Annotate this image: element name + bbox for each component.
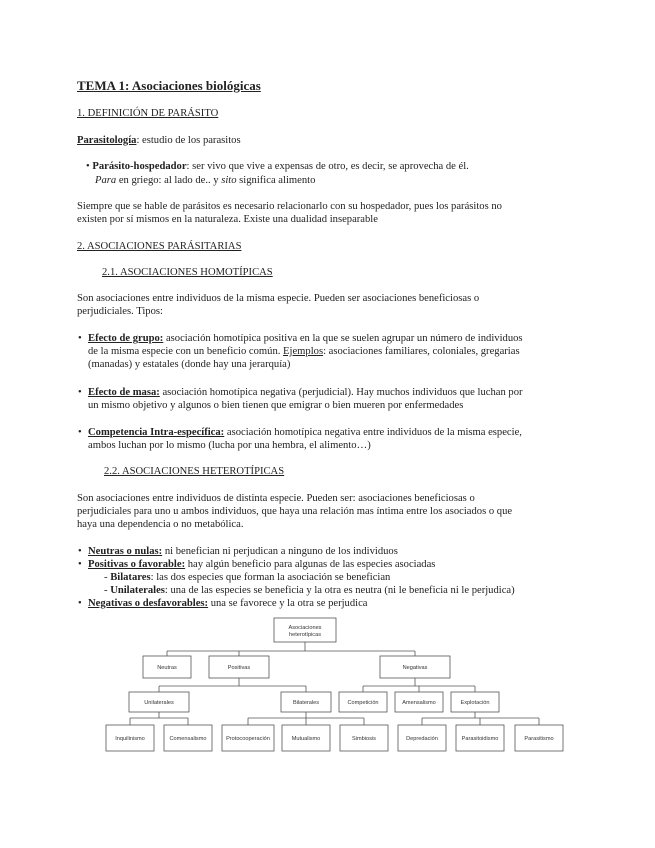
subsection-heading-heterotipicas: 2.2. ASOCIACIONES HETEROTÍPICAS xyxy=(104,466,285,477)
etymology-middle: en griego: al lado de.. y xyxy=(116,175,222,186)
node-parasitismo: Parasitismo xyxy=(524,736,554,742)
neutras-term: Neutras o nulas: xyxy=(88,546,163,557)
paragraph-line: Son asociaciones entre individuos de la misma especie. Pueden ser asociaciones beneficiosas o xyxy=(77,293,480,304)
competencia-term: Competencia Intra-específica: xyxy=(88,427,225,438)
dash-marker: - xyxy=(104,585,111,596)
paragraph-line: perjudiciales. Tipos: xyxy=(77,306,163,317)
efecto-masa-text: asociación homotípica negativa (perjudicial). Hay muchos individuos que luchan por xyxy=(159,387,523,398)
paragraph-line: perjudiciales para uno u ambos individuos, que haya una relación mas íntima entre los asociados o que xyxy=(77,506,513,517)
node-positivas: Positivas xyxy=(227,665,251,671)
node-neutras: Neutras xyxy=(157,665,177,671)
bilaterales-text: : las dos especies que forman la asociación se benefician xyxy=(150,572,391,583)
section-heading-1: 1. DEFINICIÓN DE PARÁSITO xyxy=(77,108,219,119)
bullet-marker: • xyxy=(78,333,82,344)
efecto-grupo-term: Efecto de grupo: xyxy=(88,333,164,344)
bullet-marker: • xyxy=(78,546,82,557)
unilaterales-term: Unilaterales xyxy=(110,585,165,596)
node-competicion: Competición xyxy=(347,700,379,706)
negativas-term: Negativas o desfavorables: xyxy=(88,598,209,609)
bullet-marker: • xyxy=(86,161,90,172)
sito-word: sito xyxy=(221,175,237,186)
parasitologia-definition: : estudio de los parasitos xyxy=(136,135,241,146)
node-simbiosis: Simbiosis xyxy=(352,736,376,742)
bullet-marker: • xyxy=(78,427,82,438)
para-word: Para xyxy=(95,175,117,186)
node-unilaterales: Unilaterales xyxy=(144,700,174,706)
efecto-grupo-text: : asociaciones familiares, coloniales, gregarias xyxy=(323,346,520,357)
paragraph-line: existen por sí mismos en la naturaleza. Existe una dualidad inseparable xyxy=(77,214,378,225)
node-mutualismo: Mutualismo xyxy=(291,736,321,742)
bullet-marker: • xyxy=(78,387,82,398)
unilaterales-text: : una de las especies se beneficia y la otra es neutra (ni le beneficia ni le perjudica) xyxy=(164,585,515,596)
efecto-grupo-text: de la misma especie con un beneficio común. xyxy=(88,346,284,357)
paragraph-line: Siempre que se hable de parásitos es necesario relacionarlo con su hospedador, pues los parásitos no xyxy=(77,201,502,212)
efecto-masa-line2: un mismo objetivo y algunos o bien tienen que emigrar o bien mueren por enfermedades xyxy=(88,400,464,411)
bullet-marker: • xyxy=(78,598,82,609)
efecto-grupo-line3: (manadas) y estatales (donde hay una jerarquía) xyxy=(88,359,291,370)
bilaterales-term: Bilatares xyxy=(110,572,151,583)
competencia-line2: ambos luchan por lo mismo (lucha por una hembra, el alimento…) xyxy=(88,440,371,451)
positivas-term: Positivas o favorable: xyxy=(88,559,186,570)
node-bilaterales: Bilaterales xyxy=(292,700,320,706)
node-negativas: Negativas xyxy=(402,665,428,671)
negativas-text: una se favorece y la otra se perjudica xyxy=(208,598,368,609)
etymology-end: significa alimento xyxy=(236,175,316,186)
paragraph-line: Son asociaciones entre individuos de distinta especie. Pueden ser: asociaciones beneficiosas o xyxy=(77,493,475,504)
efecto-grupo-text: asociación homotípica positiva en la que se suelen agrupar un número de individuos xyxy=(163,333,523,344)
node-amensalismo: Amensalismo xyxy=(402,700,436,706)
page-title: TEMA 1: Asociaciones biológicas xyxy=(77,78,261,93)
section-heading-2: 2. ASOCIACIONES PARÁSITARIAS xyxy=(77,241,242,252)
competencia-text: asociación homotípica negativa entre individuos de la misma especie, xyxy=(224,427,522,438)
neutras-text: ni benefician ni perjudican a ninguno de los individuos xyxy=(162,546,398,557)
node-root-label: Asociaciones xyxy=(288,625,322,631)
dash-marker: - xyxy=(104,572,111,583)
node-inquilinismo: Inquilinismo xyxy=(115,736,145,742)
node-explotacion: Explotación xyxy=(460,700,490,706)
parasito-hospedador-term: Parásito-hospedador xyxy=(92,161,187,172)
ejemplos-label: Ejemplos xyxy=(283,346,324,357)
node-parasitoidismo: Parasitoidismo xyxy=(461,736,499,742)
node-depredacion: Depredación xyxy=(406,736,438,742)
bullet-marker: • xyxy=(78,559,82,570)
node-protocooperacion: Protocooperación xyxy=(226,736,270,742)
subsection-heading-homotipicas: 2.1. ASOCIACIONES HOMOTÍPICAS xyxy=(102,267,273,278)
node-comensalismo: Comensalismo xyxy=(169,736,207,742)
node-root-label: heterotípicas xyxy=(288,632,322,638)
paragraph-line: haya una dependencia o no metabólica. xyxy=(77,519,244,530)
parasito-hospedador-definition: : ser vivo que vive a expensas de otro, es decir, se aprovecha de él. xyxy=(186,161,469,172)
positivas-text: hay algún beneficio para algunas de las especies asociadas xyxy=(185,559,436,570)
parasitologia-term: Parasitología xyxy=(77,135,137,146)
efecto-masa-term: Efecto de masa: xyxy=(88,387,160,398)
